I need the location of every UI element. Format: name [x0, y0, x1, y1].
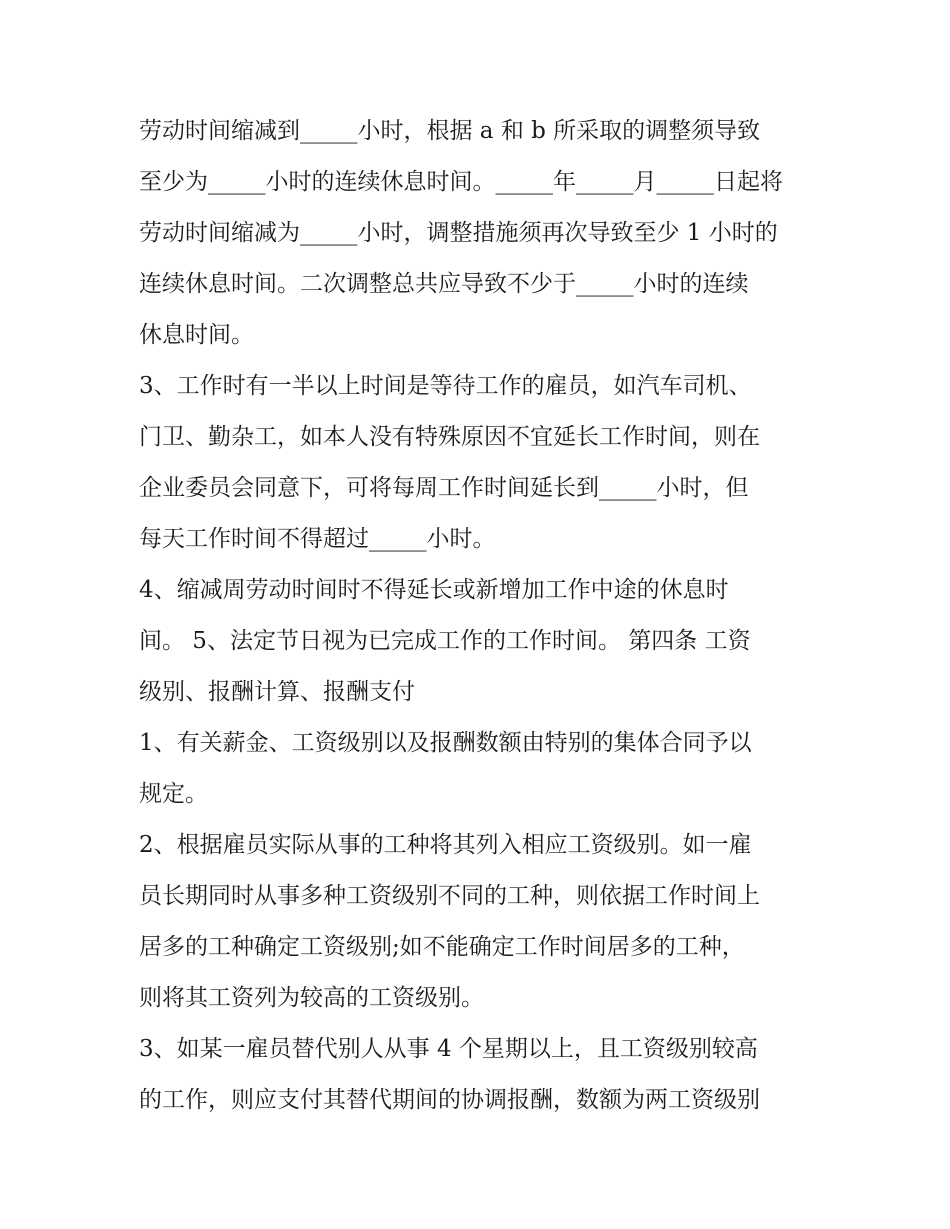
document-body — [139, 106, 829, 1126]
text-line: 1、有关薪金、工资级别以及报酬数额由特别的集体合同予以 — [139, 730, 752, 756]
text-line: 连续休息时间。二次调整总共应导致不少于_____小时的连续 — [139, 271, 749, 297]
text-line: 4、缩减周劳动时间时不得延长或新增加工作中途的休息时 — [139, 577, 729, 603]
text-line: 员长期同时从事多种工资级别不同的工种，则依据工作时间上 — [139, 883, 760, 909]
text-line: 的工作，则应支付其替代期间的协调报酬，数额为两工资级别 — [139, 1087, 760, 1113]
text-line: 间。 5、法定节日视为已完成工作的工作时间。 第四条 工资 — [139, 628, 751, 654]
text-line: 3、工作时有一半以上时间是等待工作的雇员，如汽车司机、 — [139, 373, 752, 399]
text-line: 休息时间。 — [139, 322, 254, 348]
text-line: 至少为_____小时的连续休息时间。_____年_____月_____日起将 — [139, 169, 783, 195]
text-line: 规定。 — [139, 781, 208, 807]
text-line: 3、如某一雇员替代别人从事 4 个星期以上，且工资级别较高 — [139, 1036, 758, 1062]
text-line: 劳动时间缩减到_____小时，根据 a 和 b 所采取的调整须导致 — [139, 118, 761, 144]
text-line: 每天工作时间不得超过_____小时。 — [139, 526, 496, 552]
text-line: 劳动时间缩减为_____小时，调整措施须再次导致至少 1 小时的 — [139, 220, 778, 246]
text-line: 门卫、勤杂工，如本人没有特殊原因不宜延长工作时间，则在 — [139, 424, 760, 450]
text-line: 企业委员会同意下，可将每周工作时间延长到_____小时，但 — [139, 475, 749, 501]
text-line: 2、根据雇员实际从事的工种将其列入相应工资级别。如一雇 — [139, 832, 752, 858]
text-line: 级别、报酬计算、报酬支付 — [139, 679, 415, 705]
text-line: 则将其工资列为较高的工资级别。 — [139, 985, 484, 1011]
text-line: 居多的工种确定工资级别;如不能确定工作时间居多的工种， — [139, 934, 745, 960]
